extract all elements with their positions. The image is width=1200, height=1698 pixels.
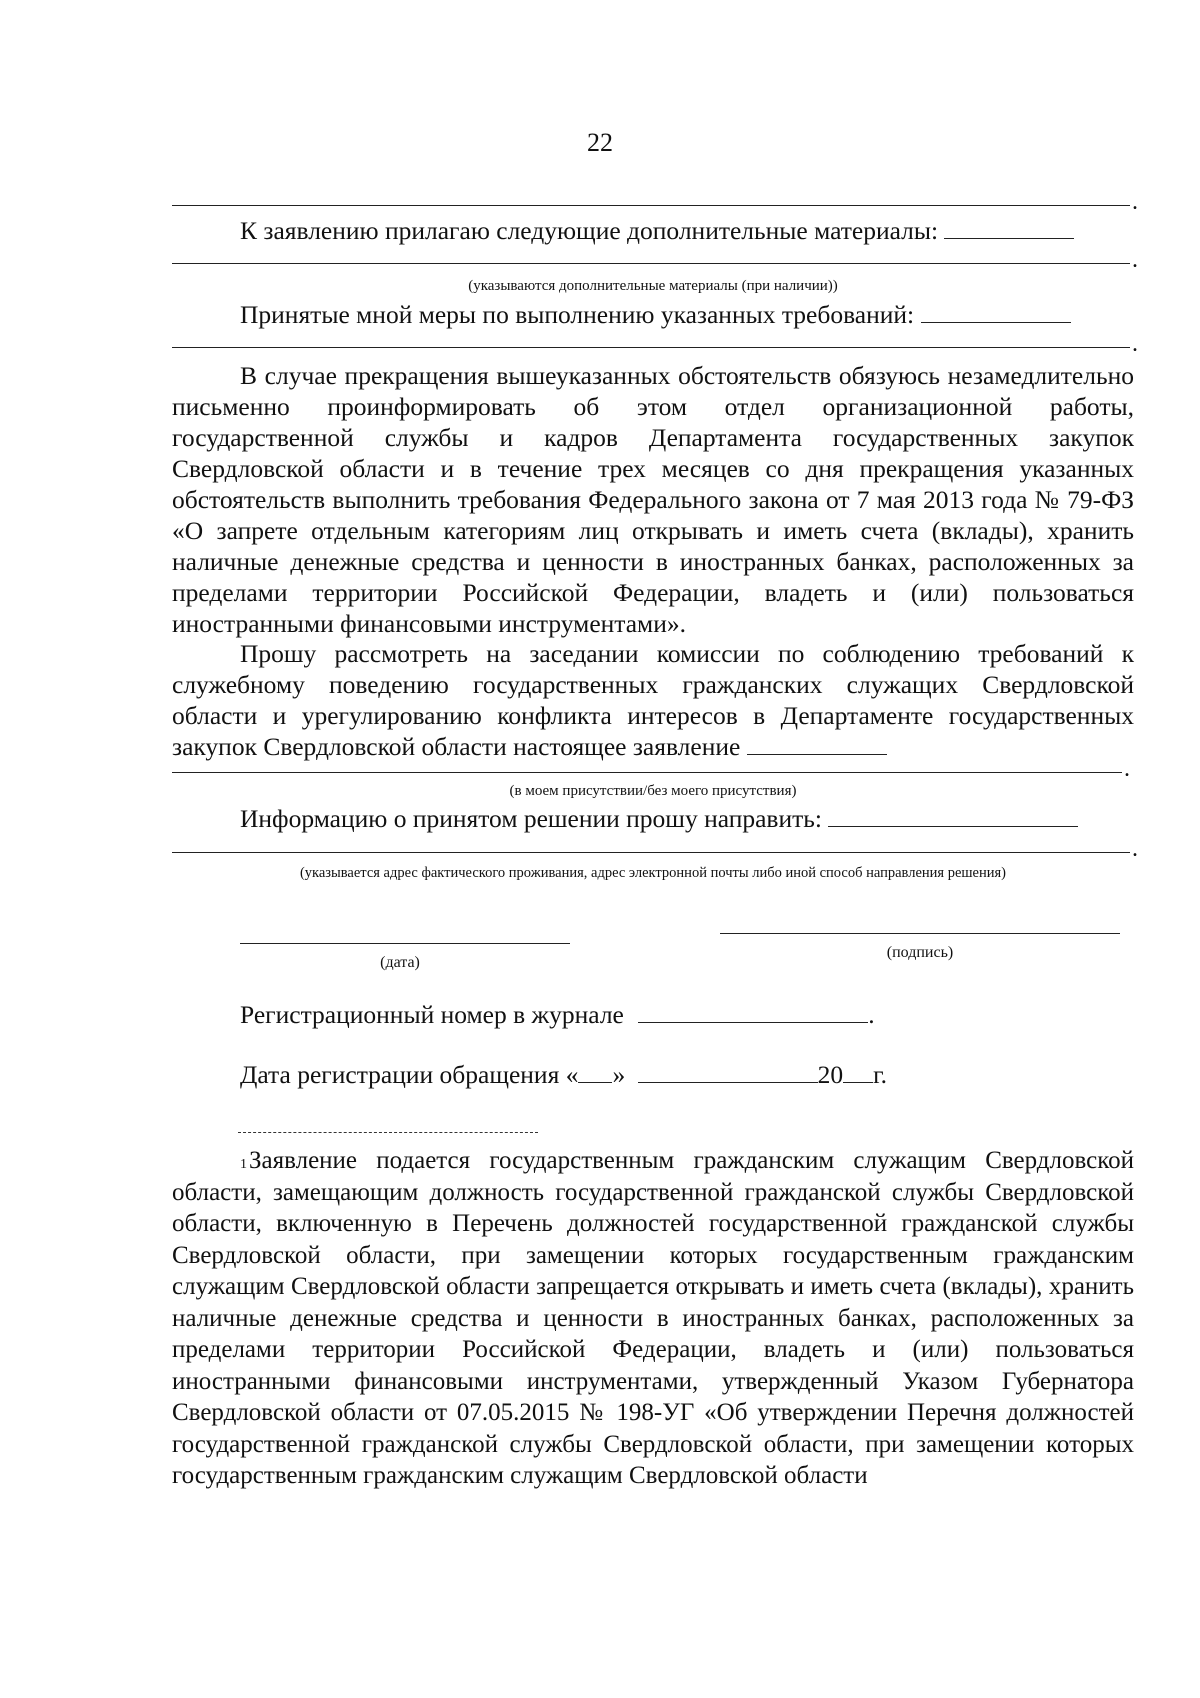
line-end-period: . [1132, 331, 1138, 357]
quote-close: » [612, 1060, 626, 1089]
month-fill [638, 1060, 818, 1083]
measures-blank-line [172, 347, 1130, 348]
footnote-text: Заявление подается государственным гражданским служащим Свердловской области, замещающим должность государственной гражданской службы Свердловской области, включенную в Перечень должностей государственной гражданской службы Свердловской области, при замещении которых государственным гражданским служащим Свердловской области запрещается открывать и иметь счета (вклады), хранить наличные денежные средства и ценности в иностранных банках, расположенных за пределами территории Российской Федерации, владеть и (или) пользоваться иностранными финансовыми инструментами, утвержденный Указом Губернатора Свердловской области от 07.05.2015 № 198-УГ «Об утверждении Перечня должностей государственной гражданской службы Свердловской области, при замещении которых государственным гражданским служащим Свердловской области [172, 1147, 1134, 1489]
sign-caption: (подпись) [886, 944, 954, 961]
quote-open: « [565, 1060, 579, 1089]
year-suffix: г. [873, 1060, 888, 1089]
measures-fill [921, 300, 1071, 323]
request-blank-line [172, 772, 1122, 773]
decision-fill [828, 804, 1078, 827]
obligation-paragraph [172, 360, 1134, 639]
attachments-label-text: К заявлению прилагаю следующие дополнительные материалы: [240, 216, 939, 245]
footnote-separator [238, 1132, 538, 1133]
decision-blank-line [172, 852, 1130, 853]
page-number: 22 [587, 128, 613, 157]
date-caption: (дата) [380, 954, 420, 971]
year-fill [843, 1060, 873, 1083]
sign-signature-line [720, 933, 1120, 934]
request-text: Прошу рассмотреть на заседании комиссии по соблюдению требований к служебному поведению государственных гражданских служащих Свердловской области и урегулированию конфликта интересов в Департаменте государственных закупок Свердловской области настоящее заявление [172, 639, 1134, 761]
decision-label [240, 804, 1134, 834]
attachments-blank-line [172, 263, 1130, 264]
request-fill [747, 732, 887, 755]
measures-label-text: Принятые мной меры по выполнению указанных требований: [240, 300, 915, 329]
line-end-period: . [1124, 756, 1130, 782]
date-signature-line [240, 943, 570, 944]
request-paragraph [172, 638, 1134, 762]
obligation-text: случае прекращения вышеуказанных обстоятельств обязуюсь незамедлительно письменно проинформировать об этом отдел организационной работы, государственной службы и кадров Департамента государственных закупок Свердловской области и в течение трех месяцев со дня прекращения указанных обстоятельств выполнить требования Федерального закона от 7 мая 2013 года № 79-ФЗ «О запрете отдельным категориям лиц открывать и иметь счета (вклады), хранить наличные денежные средства и ценности в иностранных банках, расположенных за пределами территории Российской Федерации, владеть и (или) пользоваться иностранными финансовыми инструментами». [172, 361, 1134, 638]
decision-label-text: Информацию о принятом решении прошу направить: [240, 804, 822, 833]
registration-number [240, 1000, 1134, 1030]
registration-date [240, 1060, 1134, 1090]
registration-date-label: Дата регистрации обращения [240, 1060, 560, 1089]
year-prefix: 20 [817, 1060, 844, 1089]
measures-label [240, 300, 1134, 330]
line-end-period: . [1132, 247, 1138, 273]
line-end-period: . [1132, 189, 1138, 215]
day-fill [578, 1060, 612, 1083]
registration-number-end: . [868, 1000, 875, 1029]
footnote [172, 1145, 1134, 1492]
decision-hint: (указывается адрес фактического проживания, адрес электронной почты либо иной способ направления решения) [299, 865, 1007, 881]
obligation-first-word: В [240, 361, 258, 390]
registration-number-label: Регистрационный номер в журнале [240, 1000, 624, 1029]
footnote-marker: 1 [240, 1157, 247, 1172]
request-hint: (в моем присутствии/без моего присутствия) [509, 783, 797, 799]
attachments-hint: (указываются дополнительные материалы (при наличии)) [468, 278, 838, 294]
attachments-label [240, 216, 1134, 246]
line-end-period: . [1132, 836, 1138, 862]
registration-number-fill [638, 1000, 868, 1023]
attachments-fill [944, 216, 1074, 239]
blank-line-top [172, 205, 1130, 206]
